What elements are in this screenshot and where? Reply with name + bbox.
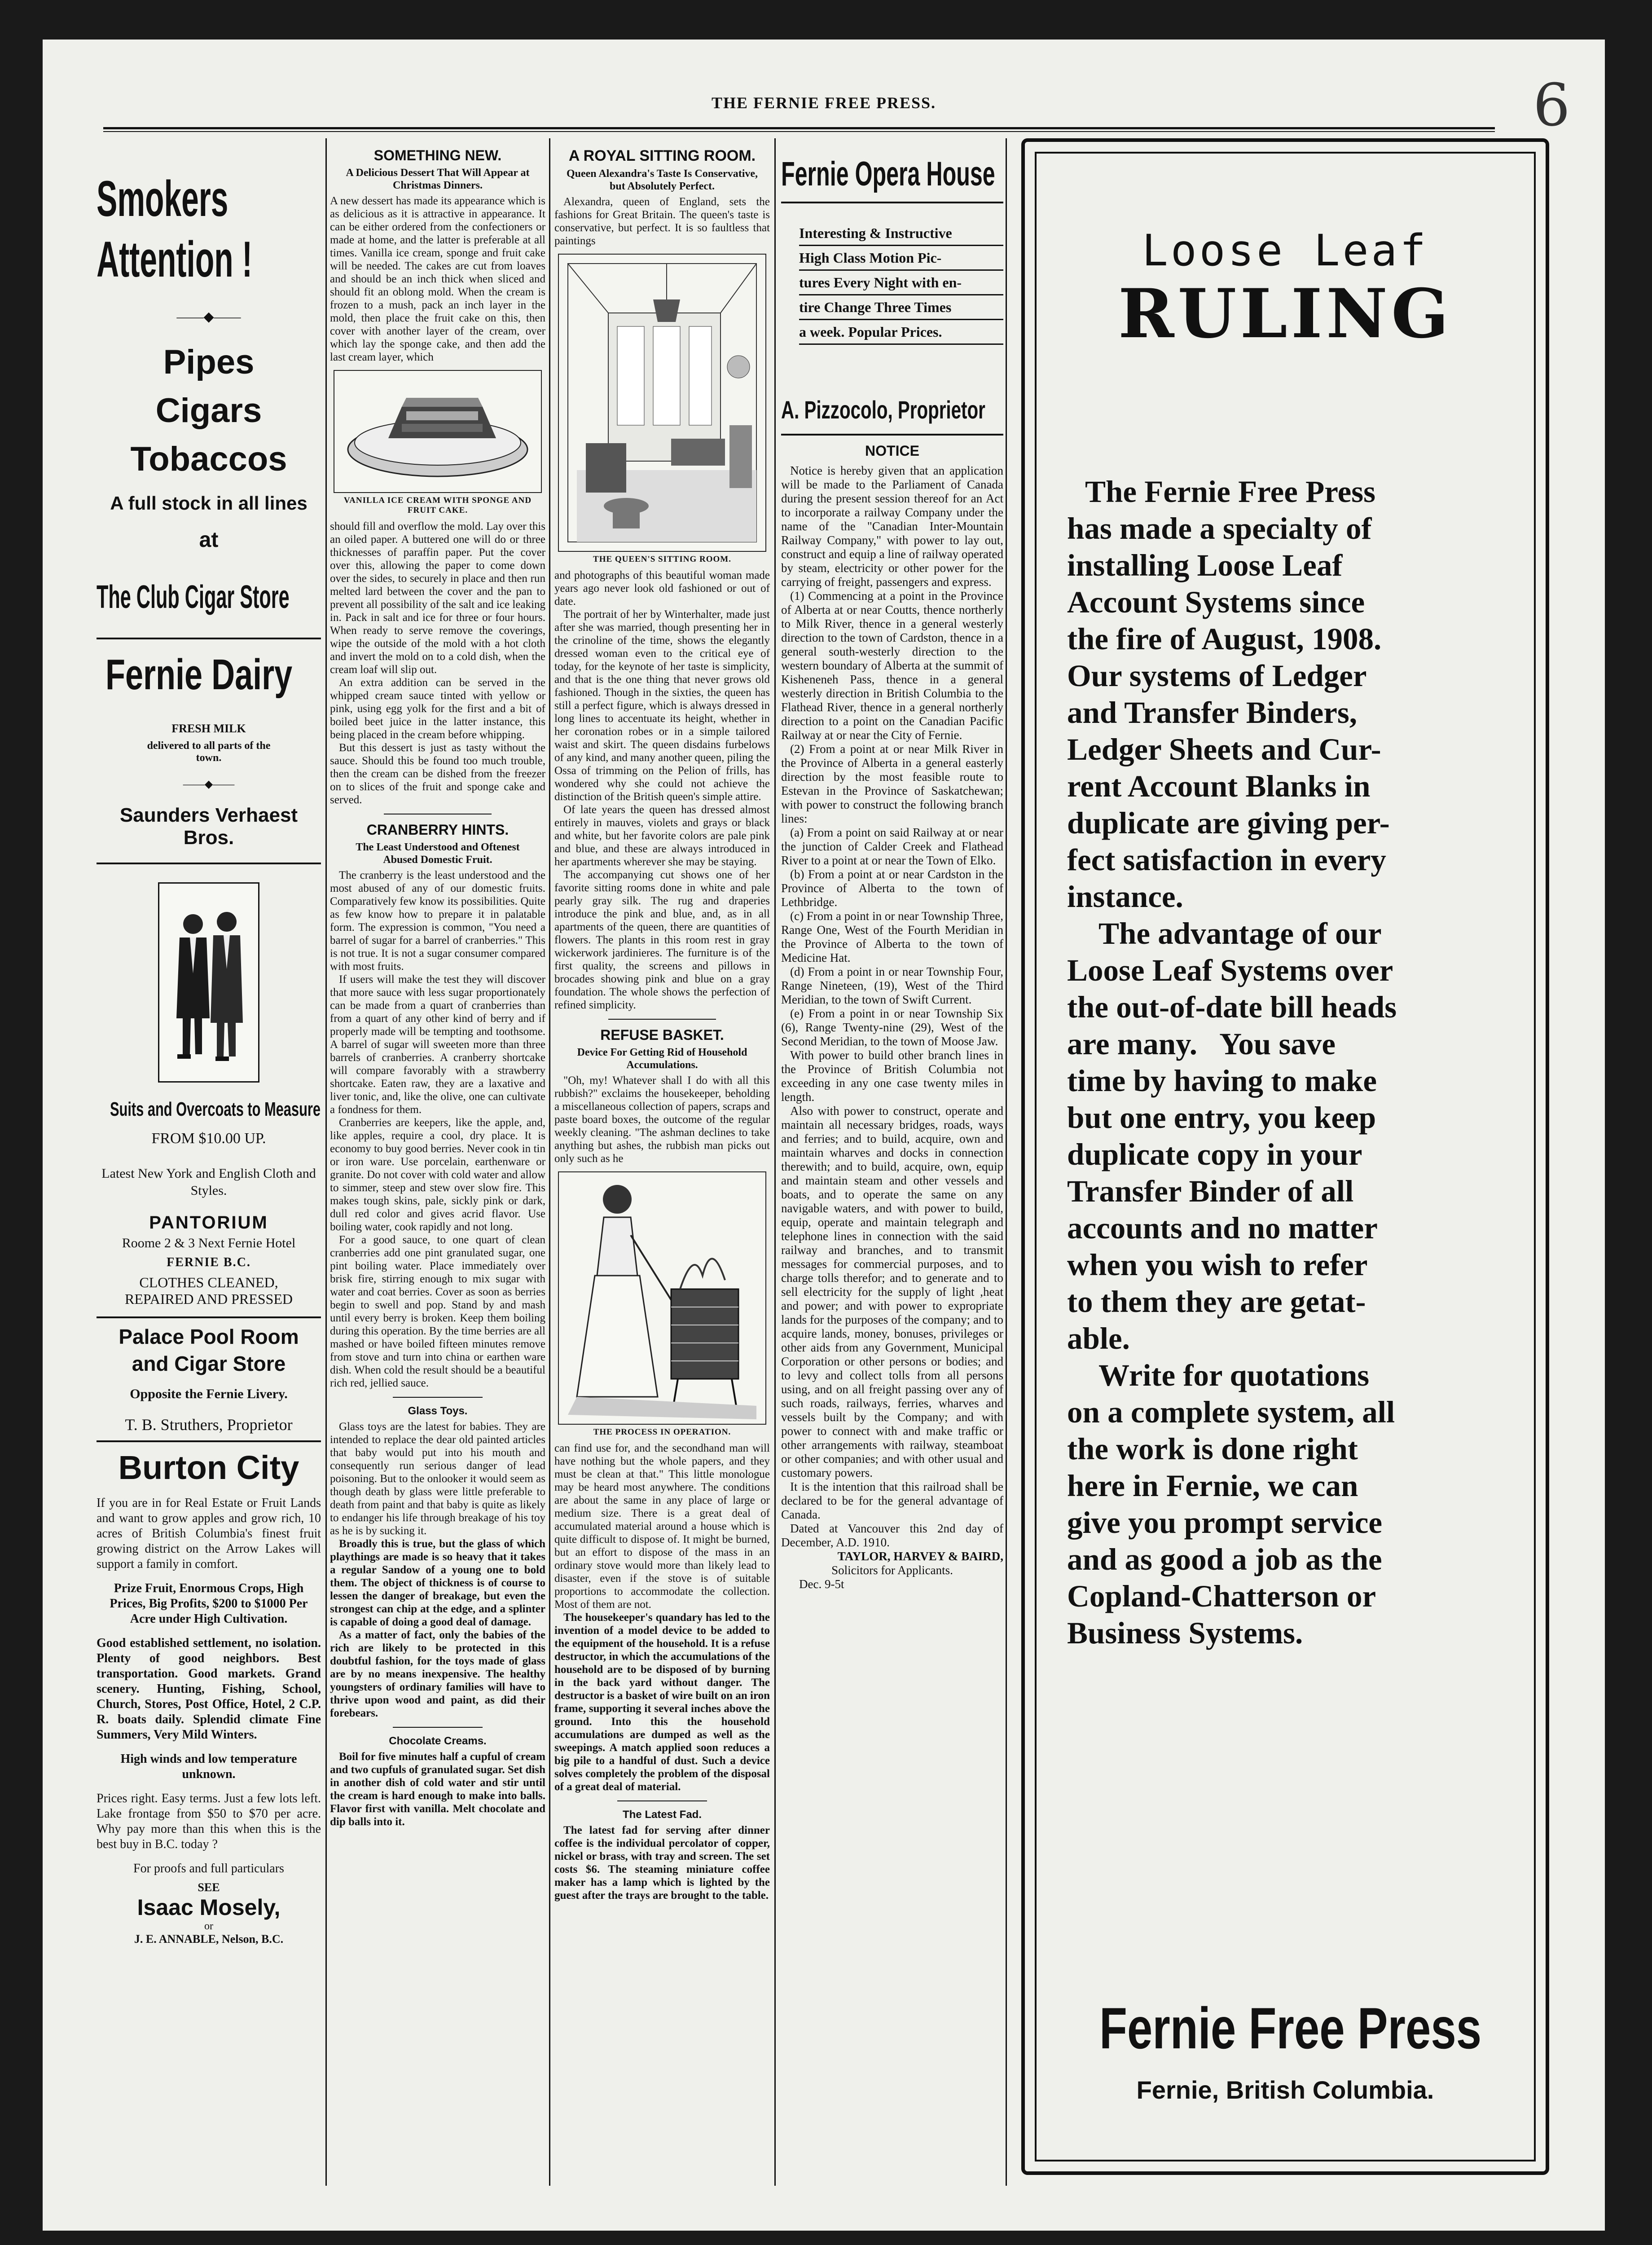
ad-line: to them they are getat- bbox=[1067, 1285, 1366, 1319]
pool-title: and Cigar Store bbox=[132, 1352, 286, 1375]
notice-solicitors: Solicitors for Applicants. bbox=[831, 1563, 953, 1577]
article-paragraph: A new dessert has made its appearance which is as delicious as it is attractive in appearance. It can be either ordered from the confectioners or made at home, and the latter is preferable at all times. Vanilla ice cream, sponge and fruit cake will be needed. The cakes are cut from loaves and should be an inch thick when sliced and should fit an oblong mold. When the cream is frozen to a mush, pack an inch layer in the mold, then place the fruit cake on this, then cover with another layer of the cream, over which lay the sponge cake, and then add the last cream layer, which bbox=[330, 195, 545, 363]
opera-line: High Class Motion Pic- bbox=[799, 246, 1003, 271]
ad-line: duplicate are giving per- bbox=[1067, 806, 1390, 840]
loose-leaf-ad bbox=[1021, 138, 1549, 2175]
ad-line: The advantage of our bbox=[1098, 916, 1382, 951]
column-divider bbox=[549, 138, 550, 2186]
burton-paragraph: High winds and low temperature unknown. bbox=[120, 1752, 297, 1781]
article-title: The Latest Fad. bbox=[622, 1809, 702, 1821]
article-paragraph: The accompanying cut shows one of her favorite sitting rooms done in white and pale pearly gray silk. The rug and draperies introduce the pink and blue, and, as in all apartments of the queen, there are quantities of flowers. The plants in this room rest in gray wickerwork jardinieres. The furniture is of the first quality, the screens and pillows in brocades showing pink and blue on a gray foundation. The whole shows the perfection of refined simplicity. bbox=[554, 869, 770, 1011]
burton-title: Burton City bbox=[118, 1449, 299, 1486]
article-paragraph: Of late years the queen has dressed almost entirely in mauves, violets and grays or black and white, but her favorite colors are pale pink and blue, and these are always introduced in her apartments wherever she may be staying. bbox=[554, 804, 770, 868]
article-paragraph: If users will make the test they will discover that more sauce with less sugar proportionately can be made from a quart of cranberries than from a quart of any other kind of berry and if properly made will be tempting and toothsome. A barrel of sugar will sweeten more than three barrels of cranberries. A cranberry shortcake will compare favorably with a strawberry shortcake. Eaten raw, they are a laxative and liver tonic, and, like the olive, one can cultivate a fondness for them. bbox=[330, 973, 545, 1116]
article-paragraph: can find use for, and the secondhand man will have nothing but the whole papers, and they must be clean at that." This little monologue may be heard most anywhere. The conditions are about the same in any place of large or medium size. There is a great deal of accumulated material around a house which is quite difficult to dispose of. It might be burned, but an effort to dispose of the mass in an ordinary stove would more than likely lead to disaster, even if the stove is of suitable proportions to accommodate the collection. Most of them are not. bbox=[554, 1442, 770, 1611]
masthead-rule-bottom bbox=[103, 131, 1495, 132]
article-paragraph: should fill and overflow the mold. Lay over this an oiled paper. A buttered one will do or three thicknesses of paraffin paper. Put the cover over this, allowing the paper to come down over the sides, to securely in place and then run melted lard between the cover and the pan to prevent all possibility of the salt and ice leaking in. Pack in salt and ice for three or four hours. When ready to serve remove the coverings, wipe the outside of the mold with a hot cloth and invert the mold on to a cold dish, when the cream loaf will slip out. bbox=[330, 520, 545, 676]
stock-line: A full stock in all lines bbox=[110, 493, 308, 514]
illustration-caption: THE PROCESS IN OPERATION. bbox=[593, 1427, 731, 1437]
article-subtitle: A Delicious Dessert That Will Appear at Christmas Dinners. bbox=[346, 167, 530, 191]
dairy-ad bbox=[97, 646, 321, 849]
newspaper-page bbox=[43, 40, 1605, 2231]
ad-line: instance. bbox=[1067, 880, 1183, 914]
divider bbox=[781, 202, 1003, 203]
burton-or: or bbox=[204, 1920, 213, 1932]
article-title: Chocolate Creams. bbox=[389, 1735, 487, 1747]
article-paragraph: An extra addition can be served in the whipped cream sauce tinted with yellow or pink, using egg yolk for the first and a bit of boiled beet juice in the latter instance, this being placed in the cream before whipping. bbox=[330, 677, 545, 741]
illustration-caption: THE QUEEN'S SITTING ROOM. bbox=[593, 555, 731, 564]
ad-title-line2: RULING bbox=[1118, 274, 1453, 353]
ice-cream-illustration bbox=[334, 370, 542, 493]
ad-line: Business Systems. bbox=[1067, 1616, 1303, 1650]
room-interior-icon bbox=[559, 255, 765, 551]
ad-line: here in Fernie, we can bbox=[1067, 1469, 1358, 1503]
pantorium-town: FERNIE B.C. bbox=[167, 1255, 251, 1269]
ad-title-line1: Loose Leaf bbox=[1142, 225, 1428, 276]
masthead-rule-top bbox=[103, 127, 1495, 129]
pool-ad bbox=[97, 1325, 321, 1434]
article-paragraph: The portrait of her by Winterhalter, made just after she was married, though presenting her in the crinoline of the time, shows the elegantly dressed woman even to the critical eye of today, for the keynote of her taste is simplicity, and that is the one thing that never grows old fashioned. Though in the sixties, the queen has still a perfect figure, which is always dressed in long lines to accentuate its height, whether in her coronation robes or in a simple tailored waist and skirt. The queen disdains furbelows of any kind, and many another queen, piling the Ossa of trimming on the Pelion of frills, has wondered why she could not achieve the distinction of the British queen's simple attire. bbox=[554, 608, 770, 803]
article-paragraph: and photographs of this beautiful woman made years ago never look old fashioned or out of date. bbox=[554, 569, 770, 607]
woman-burning-basket-icon bbox=[559, 1172, 765, 1424]
pool-title: Palace Pool Room bbox=[119, 1325, 299, 1348]
article-subtitle: Queen Alexandra's Taste Is Conservative, but Absolutely Perfect. bbox=[566, 168, 758, 192]
opera-line: a week. Popular Prices. bbox=[799, 320, 1003, 345]
burton-paragraph: If you are in for Real Estate or Fruit Lands and want to grow apples and grow rich, 10 acres of British Columbia's finest fruit growing district on the Arrow Lakes will support a family in comfort. bbox=[97, 1496, 321, 1571]
notice-paragraph: (2) From a point at or near Milk River in the Province of Alberta in a general easterly direction by the most feasible route to Estevan in the Province of Saskatchewan; with power to construct the following branch lines: bbox=[781, 742, 1003, 825]
at-label: at bbox=[199, 528, 219, 552]
column-4 bbox=[781, 141, 1003, 2188]
column-divider bbox=[774, 138, 776, 2186]
notice-paragraph: It is the intention that this railroad shall be declared to be for the general advantage of Canada. bbox=[781, 1480, 1003, 1521]
burton-contact: Isaac Mosely, bbox=[137, 1895, 281, 1920]
pantorium-service: CLOTHES CLEANED, bbox=[139, 1274, 278, 1290]
notice-paragraph: Notice is hereby given that an application will be made to the Parliament of Canada during the present session thereof for an Act to incorporate a railway Company under the name of the "Canadian Inter-Mountain Railway Company," with power to lay out, construct and equip a line of railway operated by steam, electricity or other power for the carrying of freight, passengers and express. bbox=[781, 464, 1003, 589]
opera-line: Interesting & Instructive bbox=[799, 221, 1003, 246]
ad-line: the out-of-date bill heads bbox=[1067, 990, 1397, 1024]
pantorium-name: PANTORIUM bbox=[149, 1213, 268, 1233]
burton-paragraph: Prize Fruit, Enormous Crops, High Prices, Big Profits, $200 to $1000 Per Acre under High Cultivation. bbox=[110, 1581, 308, 1626]
divider bbox=[97, 638, 321, 639]
divider bbox=[97, 1316, 321, 1318]
masthead: THE FERNIE FREE PRESS. bbox=[711, 94, 936, 112]
ad-line: Transfer Binder of all bbox=[1067, 1174, 1354, 1208]
notice-paragraph: (b) From a point at or near Cardston in the Province of Alberta to the town of Lethbridge. bbox=[781, 867, 1003, 909]
railway-notice bbox=[781, 443, 1003, 1591]
burton-ad bbox=[97, 1448, 321, 1946]
ad-line: the fire of August, 1908. bbox=[1067, 622, 1382, 656]
article-paragraph: The housekeeper's quandary has led to the invention of a model device to be added to the equipment of the household. It is a refuse destructor, in which the accumulations of the household are to be disposed of by burning in the back yard without danger. The destructor is a basket of wire built on an iron frame, supporting it several inches above the ground. Into this the household accumulations are dumped as well as the sweepings. A match applied soon reduces a big pile to a handful of dust. Such a device solves completely the problem of the disposal of a great deal of material. bbox=[554, 1611, 770, 1793]
divider bbox=[781, 434, 1003, 436]
ad-footer-name: Fernie Free Press bbox=[1099, 1995, 1482, 2061]
burton-paragraph: For proofs and full particulars bbox=[133, 1862, 284, 1875]
dairy-title: Fernie Dairy bbox=[105, 651, 293, 699]
article-title: A ROYAL SITTING ROOM. bbox=[568, 147, 756, 164]
article-subtitle: Device For Getting Rid of Household Accumulations. bbox=[577, 1047, 747, 1071]
opera-description bbox=[799, 221, 1003, 345]
ad-body bbox=[1067, 473, 1511, 1651]
column-2 bbox=[330, 143, 545, 2190]
article-title: Glass Toys. bbox=[408, 1405, 468, 1417]
notice-dated: Dated at Vancouver this 2nd day of December, A.D. 1910. bbox=[781, 1522, 1003, 1549]
ad-line: on a complete system, all bbox=[1067, 1395, 1395, 1429]
ad-line: are many. You save bbox=[1067, 1027, 1336, 1061]
product-item: Cigars bbox=[155, 392, 262, 430]
article-paragraph: As a matter of fact, only the babies of the rich are likely to be protected in this doubtful fashion, for the toys made of glass are by no means inexpensive. The healthy youngsters of ordinary families will have to thrive upon wood and paint, as did their forebears. bbox=[330, 1629, 545, 1719]
article-paragraph: Cranberries are keepers, like the apple, and, like apples, require a cool, dry place. It is economy to buy good berries. Never cook in tin or iron ware. Use porcelain, earthenware or granite. Do not cover with cold water and allow to simmer, steep and stew over slow fire. This makes tough skins, pale, sickly pink or dark, dull red color and gives acrid flavor. Use boiling water, cook rapidly and not long. bbox=[330, 1117, 545, 1233]
pool-proprietor: T. B. Struthers, Proprietor bbox=[125, 1416, 293, 1434]
article-paragraph: Glass toys are the latest for babies. They are intended to replace the dear old painted articles that baby would put into his mouth and consequently run serious danger of lead poisoning. But to the onlooker it would seem as though death by glass were little preferable to death from paint and that baby is quite as likely to endanger his life through breakage of his toy as he is by sucking it. bbox=[330, 1421, 545, 1537]
suits-ad bbox=[97, 882, 321, 1307]
notice-paragraph: (a) From a point on said Railway at or near the junction of Calder Creek and Flathead River to a point at or near the Town of Elko. bbox=[781, 826, 1003, 867]
ad-line: duplicate copy in your bbox=[1067, 1137, 1362, 1171]
smokers-ad bbox=[97, 170, 321, 629]
column-ads-left bbox=[97, 143, 321, 2190]
column-3 bbox=[554, 143, 770, 2190]
ornament-divider: ——◆—— bbox=[176, 309, 241, 324]
notice-paragraph: (c) From a point in or near Township Three, Range One, West of the Fourth Meridian in the Province of Alberta to the town of Medicine Hat. bbox=[781, 909, 1003, 964]
divider bbox=[617, 1800, 707, 1801]
article-paragraph: Broadly this is true, but the glass of which playthings are made is so heavy that it takes a regular Sandow of a young one to bold them. The object of thickness is of course to lessen the danger of breakage, but even the strongest can chip at the edge, and a splinter is capable of doing a good deal of damage. bbox=[330, 1538, 545, 1628]
article-title: SOMETHING NEW. bbox=[373, 147, 502, 163]
suits-price: FROM $10.00 UP. bbox=[151, 1130, 266, 1147]
divider bbox=[97, 863, 321, 864]
notice-paragraph: (d) From a point in or near Township Four, Range Nineteen, (19), West of the Third Meridian, to the town of Swift Current. bbox=[781, 965, 1003, 1006]
product-item: Pipes bbox=[163, 343, 255, 381]
ad-line: Copland-Chatterson or bbox=[1067, 1579, 1376, 1613]
notice-title: NOTICE bbox=[865, 443, 919, 459]
ad-line: accounts and no matter bbox=[1067, 1211, 1378, 1245]
ad-line: installing Loose Leaf bbox=[1067, 548, 1343, 582]
loose-leaf-ad-inner bbox=[1035, 152, 1536, 2161]
burton-alt-contact: J. E. ANNABLE, Nelson, B.C. bbox=[134, 1932, 284, 1946]
refuse-basket-illustration bbox=[558, 1171, 766, 1425]
article-paragraph: But this dessert is just as tasty without the sauce. Should this be found too much trouble, then the cream can be dished from the freezer on to slices of the fruit and sponge cake and served. bbox=[330, 742, 545, 806]
divider bbox=[97, 1440, 321, 1442]
ad-line: and as good a job as the bbox=[1067, 1542, 1382, 1576]
opera-title: Fernie Opera House bbox=[781, 155, 995, 193]
burton-paragraph: Good established settlement, no isolation. Plenty of good neighbors. Best transportation. Good markets. Grand scenery. Hunting, Fishing, School, Church, Stores, Post Office, Hotel, 2 C.P. R. boats daily. Splendid climate Fine Summers, Very Mild Winters. bbox=[97, 1636, 321, 1742]
opera-line: tures Every Night with en- bbox=[799, 271, 1003, 295]
ad-line: give you prompt service bbox=[1067, 1505, 1383, 1540]
store-name: The Club Cigar Store bbox=[97, 579, 290, 615]
notice-paragraph: With power to build other branch lines in the Province of British Columbia not exceeding in any one case twenty miles in length. bbox=[781, 1048, 1003, 1104]
ad-line: but one entry, you keep bbox=[1067, 1100, 1376, 1135]
fresh-milk: FRESH MILK bbox=[171, 722, 246, 735]
notice-paragraph: (1) Commencing at a point in the Province of Alberta at or near Coutts, thence northerly to Milk River, thence in a general westerly direction to the town of Cardston, thence in a general south-westerly direction to the western boundary of Alberta at the summit of Kisheneneh Pass, thence in a general westerly direction in British Columbia to the Flathead River, thence in a general northerly direction to a point on the Canadian Pacific Railway at or near the City of Fernie. bbox=[781, 589, 1003, 742]
cake-dish-icon bbox=[334, 371, 541, 492]
pantorium-rooms: Roome 2 & 3 Next Fernie Hotel bbox=[122, 1236, 296, 1250]
opera-line: tire Change Three Times bbox=[799, 295, 1003, 320]
ad-line: able. bbox=[1067, 1321, 1130, 1356]
article-title: CRANBERRY HINTS. bbox=[366, 822, 509, 838]
dairy-owners: Saunders Verhaest Bros. bbox=[119, 804, 298, 849]
notice-paragraph: (e) From a point in or near Township Six (6), Range Twenty-nine (29), West of the Second Meridian, to the town of Moose Jaw. bbox=[781, 1007, 1003, 1048]
ad-line: Our systems of Ledger bbox=[1067, 659, 1367, 693]
ad-line: rent Account Blanks in bbox=[1067, 769, 1371, 803]
smokers-title: Attention ! bbox=[97, 231, 253, 287]
ad-line: and Transfer Binders, bbox=[1067, 696, 1358, 730]
divider bbox=[393, 1727, 483, 1728]
ad-line: Loose Leaf Systems over bbox=[1067, 953, 1393, 987]
ad-footer-place: Fernie, British Columbia. bbox=[1136, 2076, 1434, 2104]
suits-styles: Latest New York and English Cloth and Styles. bbox=[101, 1166, 316, 1198]
article-paragraph: For a good sauce, to one quart of clean cranberries add one pint granulated sugar, one pint boiling water. Place immediately over brisk fire, stirring enough to mix sugar with water and coat berries. Cover as soon as berries begin to swell and pop. Stand by and mash until every berry is broken. Keep them boiling during this operation. By the time berries are all mashed or have boiled fifteen minutes remove from stove and turn into china or earthen ware dish. When cold the result should be a beautiful rich red, jellied sauce. bbox=[330, 1234, 545, 1389]
pool-opposite: Opposite the Fernie Livery. bbox=[130, 1387, 288, 1401]
burton-see: SEE bbox=[198, 1881, 220, 1894]
sitting-room-illustration bbox=[558, 254, 766, 552]
delivered-note: delivered to all parts of the town. bbox=[147, 740, 271, 764]
article-paragraph: The cranberry is the least understood and the most abused of any of our domestic fruits. Comparatively few know its possibilities. Quite as few know how to prepare it in palatable form. The expression is common, "You need a barrel of sugar for a barrel of cranberries." This is not true. It is not a sugar consumer compared with most fruits. bbox=[330, 869, 545, 973]
ad-line: Write for quotations bbox=[1098, 1358, 1370, 1392]
ad-line: Account Systems since bbox=[1067, 585, 1365, 619]
column-divider bbox=[325, 138, 327, 2186]
article-paragraph: Alexandra, queen of England, sets the fashions for Great Britain. The queen's taste is conservative, but perfect. It is so faultless that paintings bbox=[554, 196, 770, 247]
ad-line: The Fernie Free Press bbox=[1085, 475, 1375, 509]
article-paragraph: "Oh, my! Whatever shall I do with all this rubbish?" exclaims the housekeeper, beholding a miscellaneous collection of papers, scraps and paste board boxes, the outcome of the regular weekly cleaning. "The ashman declines to take anything but ashes, the rubbish man picks out only such as he bbox=[554, 1074, 770, 1165]
article-subtitle: The Least Understood and Oftenest Abused Domestic Fruit. bbox=[356, 841, 520, 866]
ad-line: fect satisfaction in every bbox=[1067, 843, 1386, 877]
ad-line: time by having to make bbox=[1067, 1064, 1377, 1098]
ad-line: when you wish to refer bbox=[1067, 1248, 1368, 1282]
page-number: 6 bbox=[1533, 71, 1570, 139]
men-in-suits-icon bbox=[159, 884, 258, 1081]
ad-line: Ledger Sheets and Cur- bbox=[1067, 732, 1381, 766]
suits-headline: Suits and Overcoats to Measure bbox=[110, 1098, 321, 1120]
illustration-caption: VANILLA ICE CREAM WITH SPONGE AND FRUIT CAKE. bbox=[343, 496, 532, 515]
pantorium-service: REPAIRED AND PRESSED bbox=[124, 1291, 293, 1307]
tailor-illustration bbox=[158, 882, 259, 1083]
ad-line: has made a specialty of bbox=[1067, 511, 1372, 546]
divider bbox=[393, 1397, 483, 1398]
ornament-divider: ——◆—— bbox=[183, 779, 235, 790]
notice-dateline: Dec. 9-5t bbox=[799, 1577, 844, 1591]
opera-house-ad bbox=[781, 150, 1003, 436]
column-divider bbox=[1006, 138, 1007, 2186]
article-title: REFUSE BASKET. bbox=[600, 1027, 724, 1043]
article-paragraph: Boil for five minutes half a cupful of cream and two cupfuls of granulated sugar. Set dish in another dish of cold water and stir until the cream is hard enough to make into balls. Flavor first with vanilla. Melt chocolate and dip balls into it. bbox=[330, 1751, 545, 1828]
smokers-title: Smokers bbox=[97, 171, 228, 227]
opera-proprietor: A. Pizzocolo, Proprietor bbox=[781, 396, 985, 424]
notice-firm: TAYLOR, HARVEY & BAIRD, bbox=[837, 1549, 1003, 1563]
burton-paragraph: Prices right. Easy terms. Just a few lots left. Lake frontage from $50 to $70 per acre. Why pay more than this when this is the best buy in B.C. today ? bbox=[97, 1792, 321, 1851]
notice-paragraph: Also with power to construct, operate and maintain all necessary bridges, roads, ways and ferries; and to build, acquire, own and maintain wharves and docks in connection therewith; and to build, acquire, own, equip and maintain steam and other vessels and boats, and to operate the same on any navigable waters, and with power to build, equip, operate and maintain telegraph and telephone lines in connection with the said railway and branches, and to transmit messages for commercial purposes, and to charge tolls therefor; and to generate and to sell electricity for the supply of light ,heat and power; and with power to expropriate lands for the purposes of the company; and to acquire lands, money, bonuses, privileges or other aids from any Government, Municipal Corporation or other persons or bodies; and to levy and collect tolls from all persons using, and on all freight passing over any of such roads, railways, ferries, wharves and vessels built by the Company; and with power to connect with and make traffic or other arrangements with railway, steamboat or other companies; and with other usual and customary powers. bbox=[781, 1104, 1003, 1479]
article-paragraph: The latest fad for serving after dinner coffee is the individual percolator of copper, nickel or brass, with tray and screen. The set costs $6. The steaming miniature coffee maker has a lamp which is lighted by the guest after the trays are brought to the table. bbox=[554, 1824, 770, 1902]
divider bbox=[608, 1019, 716, 1020]
product-item: Tobaccos bbox=[130, 440, 287, 478]
ad-line: the work is done right bbox=[1067, 1432, 1358, 1466]
